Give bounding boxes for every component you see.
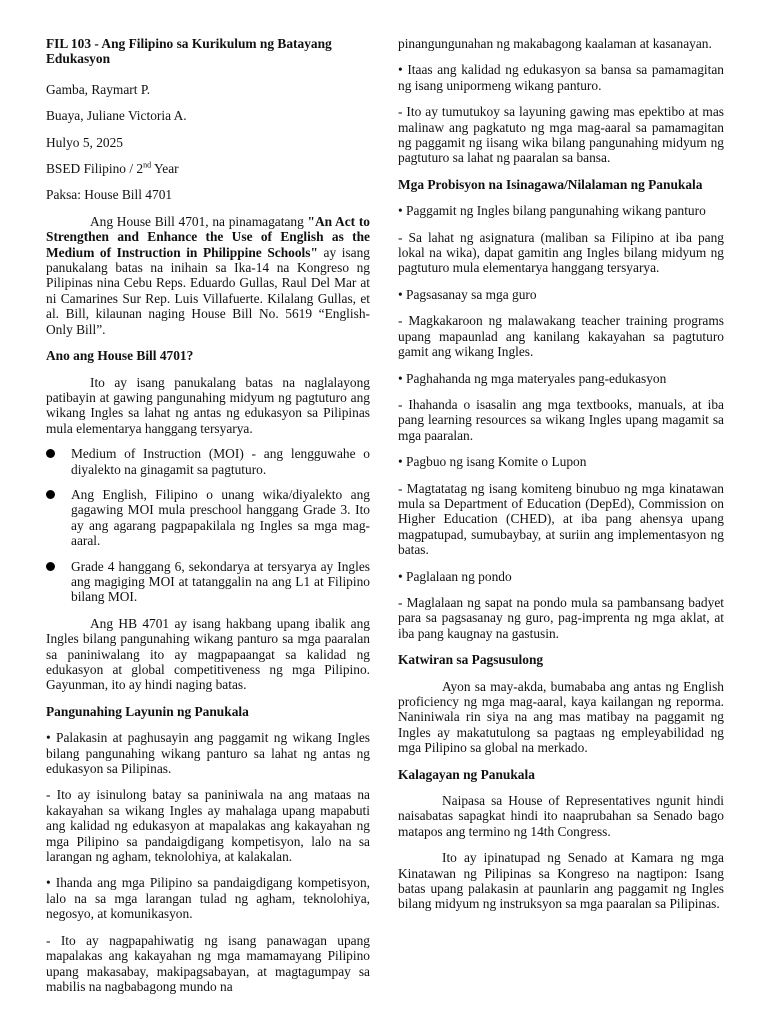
bullet-item: Grade 4 hanggang 6, sekondarya at tersyarya ay Ingles ang magiging MOI at tatanggalin na ang L1 at Filipino bilang MOI. (46, 559, 370, 605)
continued-text: pinangungunahan ng makabagong kaalaman at kasanayan. (398, 36, 712, 51)
bullet-dot-icon (46, 562, 55, 571)
left-column (46, 36, 370, 994)
bullet-item: Medium of Instruction (MOI) - ang lengguwahe o diyalekto na ginagamit sa pagtuturo. (46, 446, 370, 477)
probisyon-7: • Pagbuo ng isang Komite o Lupon (398, 454, 587, 470)
heading-probisyon: Mga Probisyon na Isinagawa/Nilalaman ng Panukala (398, 176, 703, 192)
probisyon-9: • Paglalaan ng pondo (398, 568, 512, 584)
probisyon-4: - Magkakaroon ng malawakang teacher training programs upang mapaunlad ang kanilang kakayahan sa pagtuturo gamit ang wikang Ingles. (398, 313, 724, 360)
kalagayan-paragraph-1: Naipasa sa House of Representatives ngunit hindi naisabatas sapagkat hindi ito naaprubahan sa Senado bago matapos ang termino ng 14th Congress. (398, 793, 724, 839)
layunin-4: - Ito ay nagpapahiwatig ng isang panawagan upang mapalakas ang kakayahan ng mga mamamayang Pilipino upang makasabay, makipagsabayan, at magtagumpay sa mabilis na nagbabagong mundo na (46, 932, 370, 994)
layunin-6: - Ito ay tumutukoy sa layuning gawing mas epektibo at mas malinaw ang pagkatuto ng mga mag-aaral sa pamamagitan ng paggamit ng iisang wika bilang pangunahing midyum ng pagtuturo sa lahat ng paaralan sa bansa. (398, 104, 724, 166)
bullet-dot-icon (46, 490, 55, 499)
moi-bullet-list (46, 446, 370, 605)
topic: Paksa: House Bill 4701 (46, 187, 173, 203)
heading-katwiran: Katwiran sa Pagsusulong (398, 652, 544, 668)
right-column (398, 36, 724, 912)
probisyon-6: - Ihahanda o isasalin ang mga textbooks, manuals, at iba pang learning resources sa wikang Ingles upang magamit sa mga paaralan. (398, 396, 724, 443)
heading-layunin: Pangunahing Layunin ng Panukala (46, 703, 249, 719)
probisyon-3: • Pagsasanay sa mga guro (398, 286, 537, 302)
layunin-2: - Ito ay isinulong batay sa paniniwala na ang mataas na kakayahan sa wikang Ingles ay mahalaga upang mapabuti ang kalidad ng edukasyon at mapalakas ang kakayahan ng mga Pilipino sa pandaigdigang kompetisyon, lalo na sa larangan ng agham, teknolohiya, at kalakalan. (46, 787, 370, 865)
probisyon-10: - Maglalaan ng sapat na pondo mula sa pambansang badyet para sa pagsasanay ng guro, pag-imprenta ng mga aklat, at iba pang kaugnay na gastusin. (398, 594, 724, 641)
layunin-5: • Itaas ang kalidad ng edukasyon sa bansa sa pamamagitan ng isang unipormeng wikang panturo. (398, 62, 724, 93)
probisyon-5: • Paghahanda ng mga materyales pang-edukasyon (398, 370, 667, 386)
document-title: FIL 103 - Ang Filipino sa Kurikulum ng Batayang Edukasyon (46, 36, 332, 67)
bullet-dot-icon (46, 449, 55, 458)
date: Hulyo 5, 2025 (46, 134, 123, 150)
probisyon-2: - Sa lahat ng asignatura (maliban sa Filipino at iba pang lokal na wika), dapat gamitin ang Ingles bilang midyum ng pagtuturo mula elementarya hanggang tersyarya. (398, 229, 724, 276)
ano-paragraph: Ito ay isang panukalang batas na naglalayong patibayin at gawing pangunahing midyum ng pagtuturo ang wikang Ingles sa lahat ng antas ng edukasyon sa Pilipinas mula elementarya hanggang tersyarya. (46, 374, 370, 436)
intro-paragraph: Ang House Bill 4701, na pinamagatang "An Act to Strengthen and Enhance the Use of English as the Medium of Instruction in Philippine Schools" ay isang panukalang batas na inihain sa Ika-14 na Kongreso ng Pilipinas nina Cebu Reps. Eduardo Gullas, Raul Del Mar at ni Camarines Sur Rep. Luis Villafuerte. Kilalang Gullas, et al. Bill, kilaunan naging House Bill No. 5619 “English-Only Bill”. (46, 213, 370, 337)
heading-ano: Ano ang House Bill 4701? (46, 348, 194, 364)
kalagayan-paragraph-2: Ito ay ipinatupad ng Senado at Kamara ng mga Kinatawan ng Pilipinas sa Kongreso na nagtipon: Isang batas upang palakasin at paunlarin ang paggamit ng Ingles bilang midyum ng instruksyon sa mga paaralan sa Pilipinas. (398, 850, 724, 912)
author-1: Gamba, Raymart P. (46, 81, 151, 97)
probisyon-8: - Magtatatag ng isang komiteng binubuo ng mga kinatawan mula sa Department of Education (DepEd), Commission on Higher Education (CHED), at iba pang ahensya upang magpatupad, sumubaybay, at suriin ang implementasyon ng batas. (398, 480, 724, 558)
bullet-item: Ang English, Filipino o unang wika/diyalekto ang gagawing MOI mula preschool hanggang Grade 3. Ito ay ang agarang pagpapakilala ng Ingles sa mga mag-aaral. (46, 487, 370, 549)
layunin-1: • Palakasin at paghusayin ang paggamit ng wikang Ingles bilang pangunahing wikang panturo sa lahat ng antas ng edukasyon sa Pilipinas. (46, 730, 370, 777)
hb-paragraph: Ang HB 4701 ay isang hakbang upang ibalik ang Ingles bilang pangunahing wikang panturo sa mga paaralan sa paniniwalang ito ay magpapaangat sa kalidad ng edukasyon at global competitiveness ng mga Pilipino. Gayunman, ito ay hindi naging batas. (46, 615, 370, 693)
probisyon-1: • Paggamit ng Ingles bilang pangunahing wikang panturo (398, 203, 706, 219)
layunin-3: • Ihanda ang mga Pilipino sa pandaigdigang kompetisyon, lalo na sa mga larangan tulad ng agham, teknolohiya, negosyo, at komunikasyon. (46, 875, 370, 922)
course: BSED Filipino / 2nd Year (46, 160, 179, 177)
author-2: Buaya, Juliane Victoria A. (46, 108, 187, 124)
heading-kalagayan: Kalagayan ng Panukala (398, 766, 535, 782)
katwiran-paragraph: Ayon sa may-akda, bumababa ang antas ng English proficiency ng mga mag-aaral, kaya kailangan ng reporma. Naniniwala rin siya na ang mas matibay na paggamit ng Ingles ay makatutulong sa pagtaas ng empleyabilidad ng mga Pilipino sa global na merkado. (398, 678, 724, 756)
